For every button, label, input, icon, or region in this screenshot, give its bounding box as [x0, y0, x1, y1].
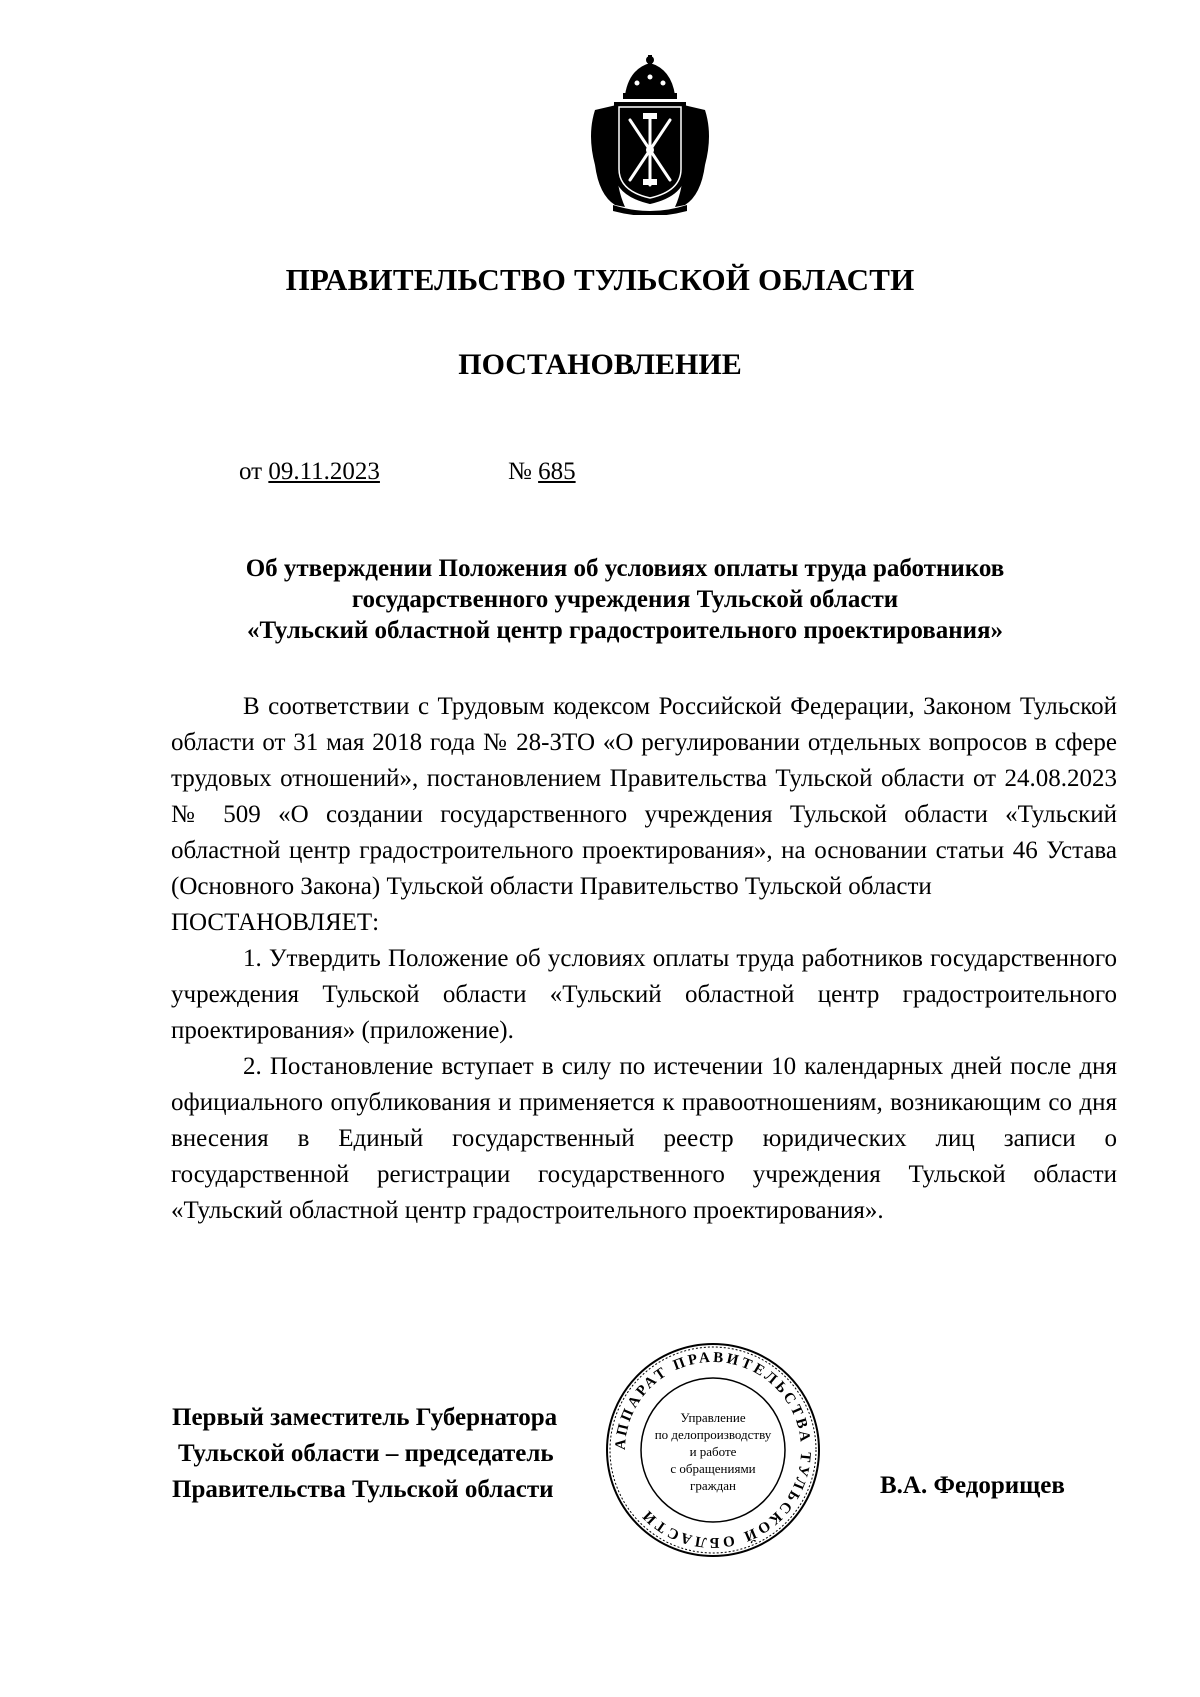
- signatory-title-line: Правительства Тульской области: [172, 1476, 554, 1503]
- number-prefix: №: [508, 458, 539, 485]
- document-body: [171, 689, 1117, 1229]
- stamp-center-line: граждан: [690, 1478, 736, 1493]
- stamp-center-line: с обращениями: [670, 1461, 756, 1476]
- date-value: 09.11.2023: [268, 458, 380, 485]
- document-subject: [160, 553, 1090, 646]
- signatory-name: В.А. Федорищев: [880, 1472, 1065, 1499]
- resolves-keyword: ПОСТАНОВЛЯЕТ:: [171, 909, 380, 936]
- stamp-center-line: Управление: [680, 1410, 746, 1425]
- document-date: [239, 458, 380, 486]
- document-number: [508, 458, 576, 486]
- stamp-ring-text: АППАРАТ ПРАВИТЕЛЬСТВА ТУЛЬСКОЙ ОБЛАСТИ: [612, 1349, 814, 1551]
- date-prefix: от: [239, 458, 269, 485]
- signatory-title-line: Первый заместитель Губернатора: [172, 1404, 558, 1431]
- signatory-title-line: Тульской области – председатель: [178, 1440, 554, 1467]
- stamp-center-line: и работе: [689, 1444, 737, 1459]
- organization-title: ПРАВИТЕЛЬСТВО ТУЛЬСКОЙ ОБЛАСТИ: [285, 262, 915, 297]
- item-1-paragraph: 1. Утвердить Положение об условиях оплаты труда работников государственного учреждения Тульской области «Тульский областной центр градостроительного проектирования» (приложение).: [171, 945, 1117, 1044]
- signatory-title: [172, 1400, 557, 1508]
- item-2-paragraph: 2. Постановление вступает в силу по истечении 10 календарных дней после дня официального опубликования и применяется к правоотношениям, возникающим со дня внесения в Единый государственный реестр юридических лиц записи о государственной регистрации государственного учреждения Тульской области «Тульский областной центр градостроительного проектирования».: [171, 1053, 1117, 1224]
- number-value: 685: [538, 458, 576, 485]
- official-stamp: [603, 1340, 823, 1560]
- subject-line: государственного учреждения Тульской области: [351, 586, 899, 613]
- subject-line: «Тульский областной центр градостроительного проектирования»: [246, 617, 1004, 644]
- subject-line: Об утверждении Положения об условиях оплаты труда работников: [245, 555, 1005, 582]
- stamp-center-line: по делопроизводству: [654, 1427, 772, 1442]
- preamble-paragraph: В соответствии с Трудовым кодексом Российской Федерации, Законом Тульской области от 31 мая 2018 года № 28-ЗТО «О регулировании отдельных вопросов в сфере трудовых отношений», постановлением Правительства Тульской области от 24.08.2023 № 509 «О создании государственного учреждения Тульской области «Тульский областной центр градостроительного проектирования», на основании статьи 46 Устава (Основного Закона) Тульской области Правительство Тульской области: [171, 693, 1117, 900]
- document-type-title: ПОСТАНОВЛЕНИЕ: [458, 348, 742, 381]
- coat-of-arms-icon: [585, 55, 715, 215]
